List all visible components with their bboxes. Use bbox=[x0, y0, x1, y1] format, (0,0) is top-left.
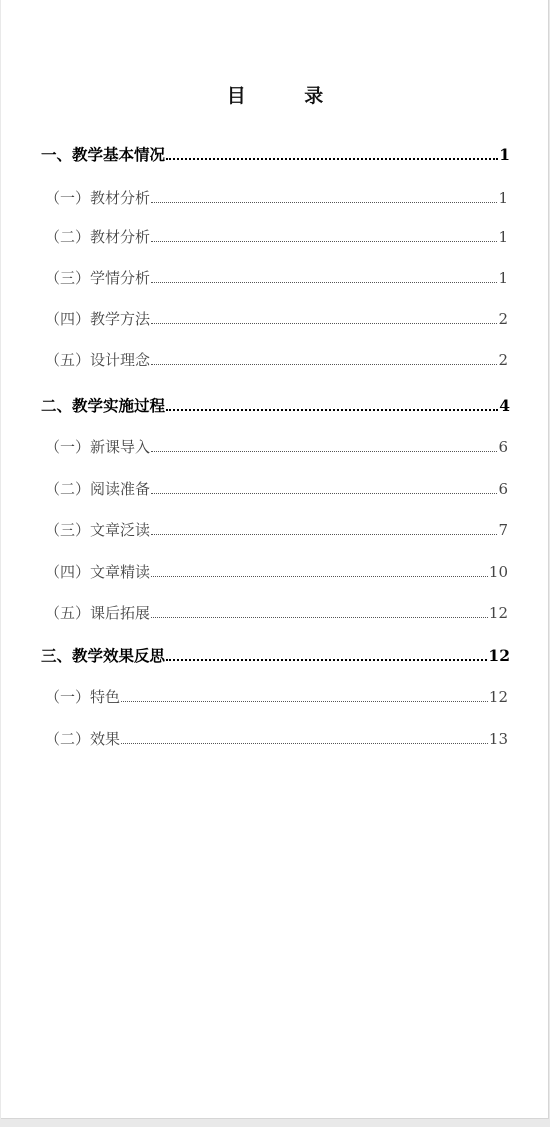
dot-leader bbox=[121, 743, 488, 744]
toc-entry-label: （一）特色 bbox=[45, 688, 121, 706]
dot-leader bbox=[151, 364, 497, 365]
toc-entry-label: （一）教材分析 bbox=[45, 189, 151, 207]
toc-entry-label: （一）新课导入 bbox=[45, 438, 151, 456]
toc-entry-page: 10 bbox=[488, 563, 508, 581]
toc-entry-page: 2 bbox=[498, 310, 508, 328]
toc-entry-label: （四）教学方法 bbox=[45, 310, 151, 328]
toc-entry[interactable] bbox=[41, 145, 510, 165]
dot-leader bbox=[151, 576, 488, 577]
toc-entry[interactable] bbox=[45, 479, 508, 499]
toc-entry-page: 12 bbox=[488, 646, 510, 665]
dot-leader bbox=[151, 617, 488, 618]
toc-entry[interactable] bbox=[45, 562, 508, 582]
toc-entry[interactable] bbox=[45, 687, 508, 707]
dot-leader bbox=[151, 534, 497, 535]
toc-entry-label: （四）文章精读 bbox=[45, 563, 151, 581]
toc-entry-label: （二）效果 bbox=[45, 730, 121, 748]
toc-entry[interactable] bbox=[45, 350, 508, 370]
dot-leader bbox=[151, 202, 497, 203]
dot-leader bbox=[121, 701, 488, 702]
dot-leader bbox=[166, 659, 487, 661]
dot-leader bbox=[151, 282, 497, 283]
toc-entry-page: 1 bbox=[498, 269, 508, 287]
toc-entry[interactable] bbox=[45, 520, 508, 540]
toc-entry[interactable] bbox=[45, 309, 508, 329]
toc-entry-page: 2 bbox=[498, 351, 508, 369]
toc-entry-page: 1 bbox=[499, 145, 510, 164]
dot-leader bbox=[151, 241, 497, 242]
toc-entry-label: 三、教学效果反思 bbox=[41, 646, 166, 665]
toc-entry-page: 12 bbox=[488, 688, 508, 706]
toc-entry-label: （三）文章泛读 bbox=[45, 521, 151, 539]
document-page bbox=[1, 0, 549, 1119]
toc-entry-page: 6 bbox=[498, 438, 508, 456]
toc-entry-page: 7 bbox=[498, 521, 508, 539]
dot-leader bbox=[151, 323, 497, 324]
dot-leader bbox=[166, 409, 498, 411]
toc-entry-label: 一、教学基本情况 bbox=[41, 145, 166, 164]
toc-entry-label: （五）设计理念 bbox=[45, 351, 151, 369]
dot-leader bbox=[151, 493, 497, 494]
toc-entry[interactable] bbox=[45, 227, 508, 247]
toc-entry[interactable] bbox=[45, 188, 508, 208]
dot-leader bbox=[151, 451, 497, 452]
toc-entry-page: 6 bbox=[498, 480, 508, 498]
toc-title: 目 录 bbox=[226, 85, 350, 107]
toc-entry[interactable] bbox=[45, 729, 508, 749]
toc-entry-label: （二）教材分析 bbox=[45, 228, 151, 246]
toc-entry-label: （五）课后拓展 bbox=[45, 604, 151, 622]
toc-entry-page: 1 bbox=[498, 228, 508, 246]
toc-entry[interactable] bbox=[45, 437, 508, 457]
toc-entry-page: 12 bbox=[488, 604, 508, 622]
toc-entry-label: 二、教学实施过程 bbox=[41, 396, 166, 415]
toc-entry-label: （三）学情分析 bbox=[45, 269, 151, 287]
toc-entry[interactable] bbox=[45, 268, 508, 288]
toc-entry-label: （二）阅读准备 bbox=[45, 480, 151, 498]
toc-entry-page: 13 bbox=[488, 730, 508, 748]
toc-entry[interactable] bbox=[41, 646, 510, 666]
toc-entry[interactable] bbox=[41, 396, 510, 416]
toc-entry[interactable] bbox=[45, 603, 508, 623]
dot-leader bbox=[166, 158, 498, 160]
toc-entry-page: 1 bbox=[498, 189, 508, 207]
toc-entry-page: 4 bbox=[499, 396, 510, 415]
